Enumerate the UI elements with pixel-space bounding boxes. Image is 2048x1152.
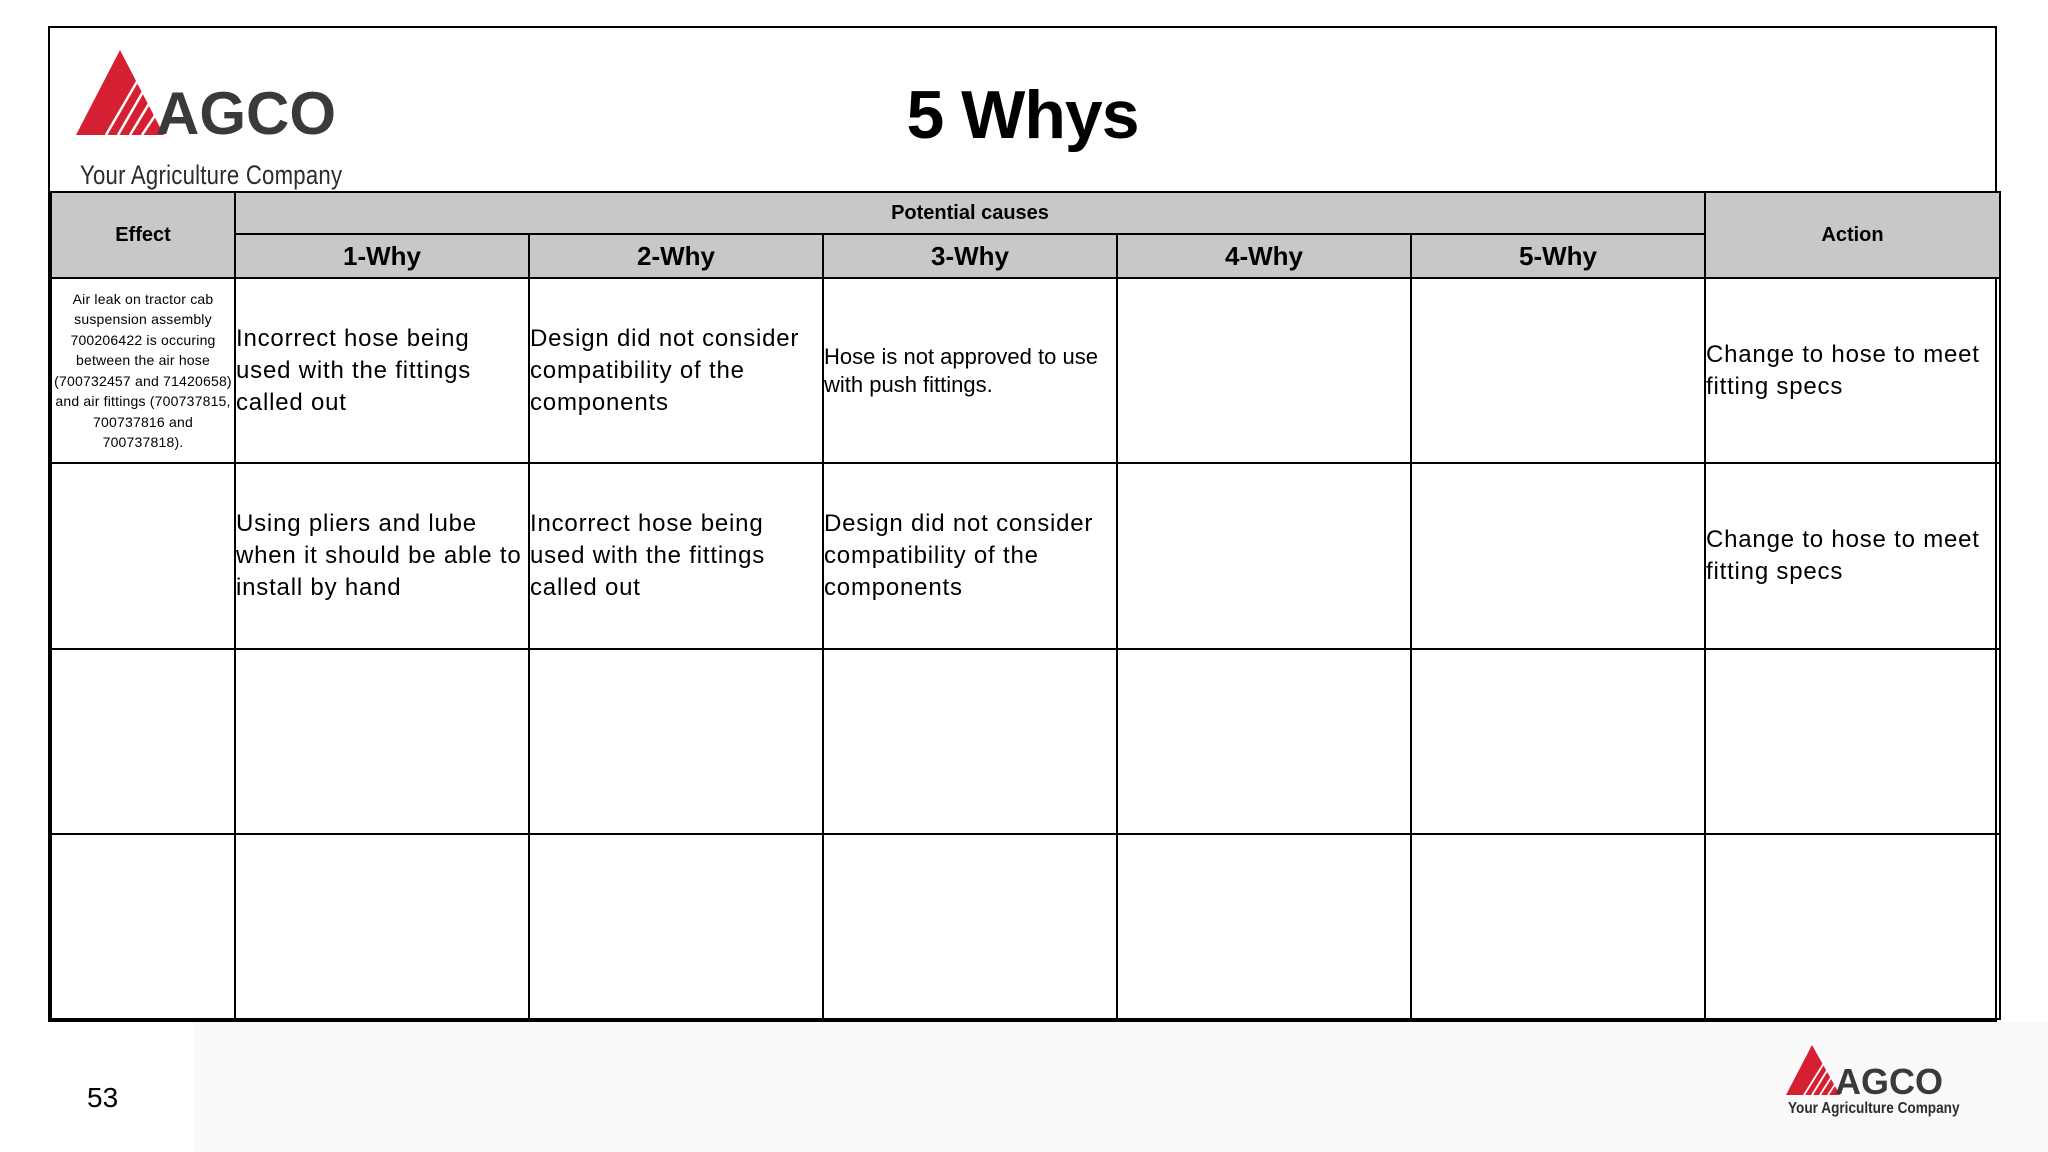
why-cell [823, 649, 1117, 834]
action-cell [1705, 649, 2000, 834]
slide-frame [48, 26, 1997, 1022]
action-cell: Change to hose to meet fitting specs [1705, 278, 2000, 463]
why-header-5: 5-Why [1411, 234, 1705, 278]
why-header-4: 4-Why [1117, 234, 1411, 278]
effect-cell [51, 463, 235, 648]
why-cell: Hose is not approved to use with push fittings. [823, 278, 1117, 463]
why-cell [235, 834, 529, 1019]
action-cell: Change to hose to meet fitting specs [1705, 463, 2000, 648]
logo-tagline: Your Agriculture Company [80, 160, 343, 190]
page-title: 5 Whys [906, 77, 1139, 153]
why-cell [823, 834, 1117, 1019]
table-row [51, 463, 2000, 648]
why-cell [1411, 463, 1705, 648]
agco-footer-logo-icon [1786, 1045, 1976, 1101]
why-cell [1411, 649, 1705, 834]
effect-cell [51, 649, 235, 834]
effect-cell: Air leak on tractor cab suspension assembly 700206422 is occuring between the air hose (700732457 and 71420658) and air fittings (700737815, 700737816 and 700737818). [51, 278, 235, 463]
action-cell [1705, 834, 2000, 1019]
table-row [51, 278, 2000, 463]
five-whys-table [50, 191, 2001, 1020]
why-cell [1411, 834, 1705, 1019]
agco-footer-logo [1786, 1045, 1976, 1117]
action-header: Action [1705, 192, 2000, 278]
why-header-2: 2-Why [529, 234, 823, 278]
slide-header [50, 28, 1995, 191]
why-header-3: 3-Why [823, 234, 1117, 278]
why-cell [529, 649, 823, 834]
why-cell [529, 834, 823, 1019]
why-cell: Design did not consider compatibility of the components [529, 278, 823, 463]
potential-causes-header: Potential causes [235, 192, 1705, 234]
why-cell: Using pliers and lube when it should be able to install by hand [235, 463, 529, 648]
footer-band [195, 1022, 2048, 1152]
effect-header: Effect [51, 192, 235, 278]
table-row [51, 834, 2000, 1019]
why-cell [235, 649, 529, 834]
table-row [51, 649, 2000, 834]
page-number: 53 [87, 1082, 119, 1113]
footer-logo-tagline: Your Agriculture Company [1788, 1100, 1960, 1117]
svg-text:AGCO: AGCO [156, 80, 336, 147]
effect-cell [51, 834, 235, 1019]
why-cell [1117, 278, 1411, 463]
why-cell [1411, 278, 1705, 463]
why-header-1: 1-Why [235, 234, 529, 278]
why-cell [1117, 649, 1411, 834]
why-cell [1117, 463, 1411, 648]
svg-text:AGCO: AGCO [1835, 1061, 1943, 1101]
why-cell: Design did not consider compatibility of the components [823, 463, 1117, 648]
why-cell: Incorrect hose being used with the fittings called out [529, 463, 823, 648]
why-cell [1117, 834, 1411, 1019]
why-cell: Incorrect hose being used with the fittings called out [235, 278, 529, 463]
